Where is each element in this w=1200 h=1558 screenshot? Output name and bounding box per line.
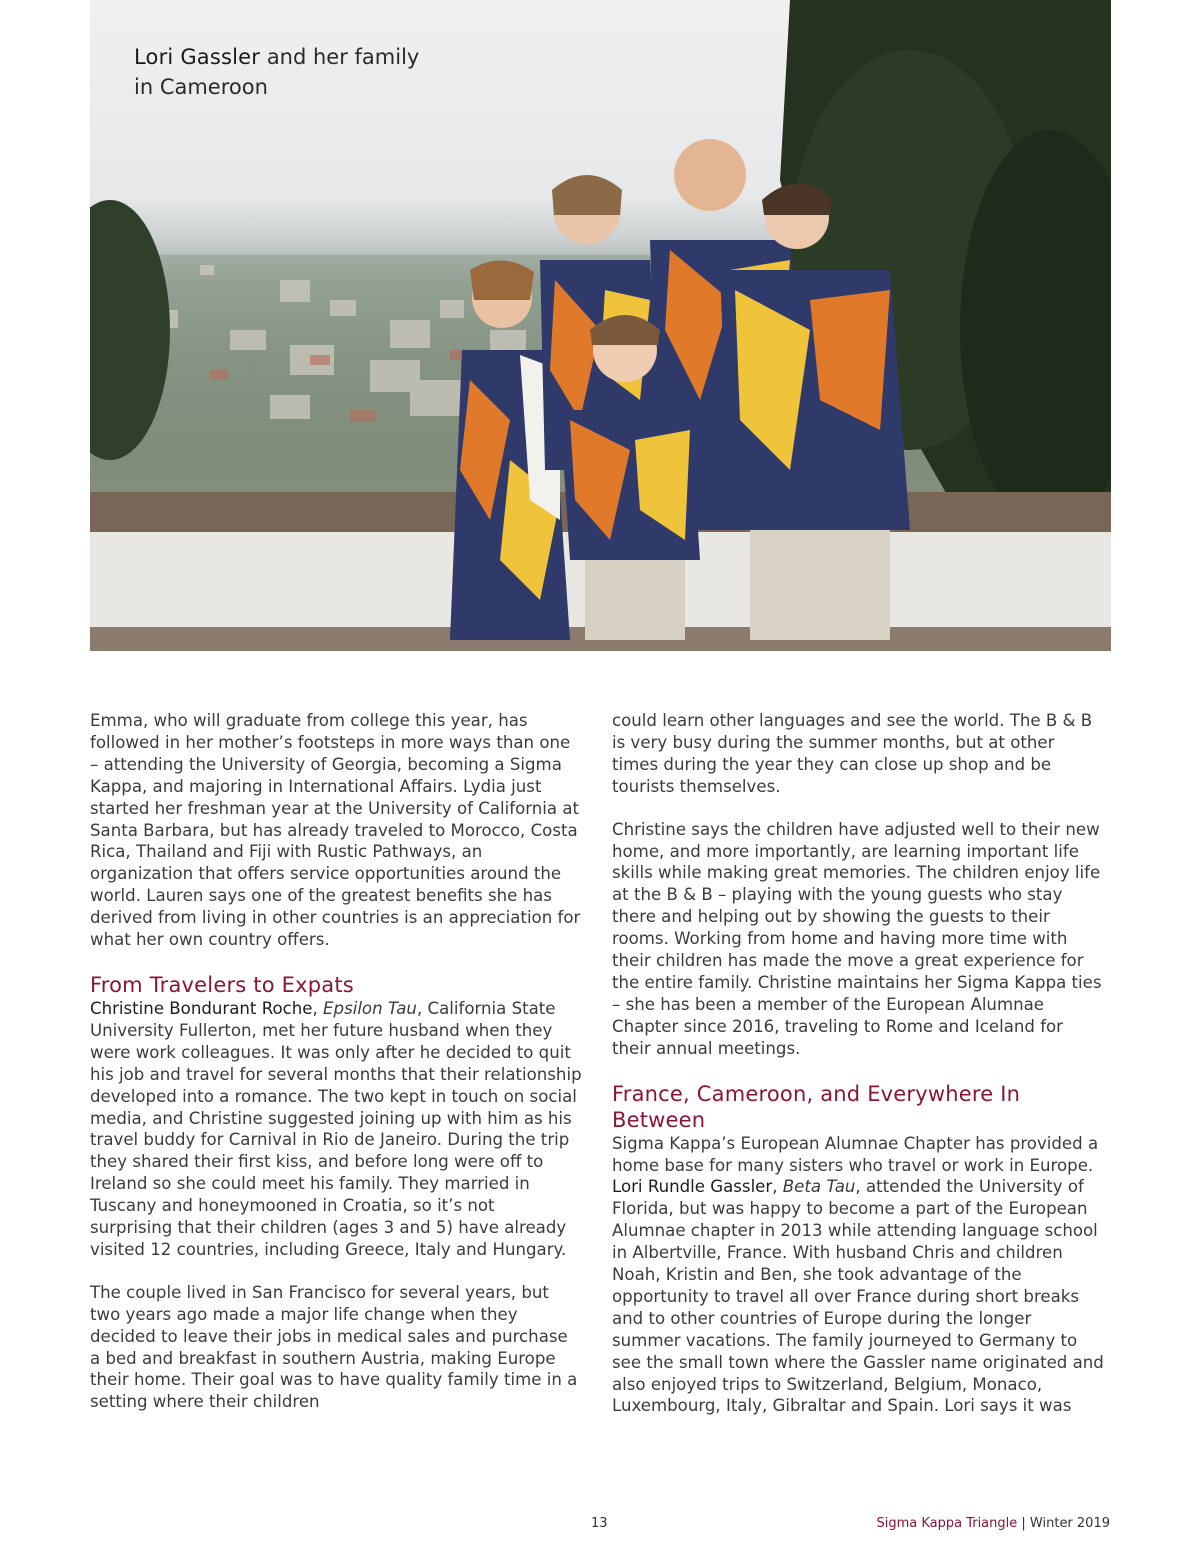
paragraph-emma: Emma, who will graduate from college this year, has followed in her mother’s footsteps in more ways than one – attending the University of Georgia, becoming a Sigma Kappa, and majoring in International Affairs. Lydia just started her freshman year at the University of California at Santa Barbara, but has already traveled to Morocco, Costa Rica, Thailand and Fiji with Rustic Pathways, an organization that offers service opportunities around the world. Lauren says one of the greatest benefits she has derived from living in other countries is an appreciation for what her own country offers. (90, 711, 581, 950)
paragraph-bb: could learn other languages and see the world. The B & B is very busy during the summer months, but at other times during the year they can close up shop and be tourists themselves. (612, 711, 1093, 796)
left-column (90, 710, 582, 1434)
lori-chapter: Beta Tau (782, 1177, 856, 1197)
issue-label: Winter 2019 (1029, 1516, 1110, 1531)
caption-line-2: in Cameroon (134, 75, 268, 99)
page-number: 13 (591, 1516, 608, 1531)
lori-text: , attended the University of Florida, but was happy to become a part of the European Alumnae chapter in 2013 while attending language school in Albertville, France. With husband Chris and children Noah, Kristin and Ben, she took advantage of the opportunity to travel all over France during short breaks and to other countries of Europe during the longer summer vacations. The family journeyed to Germany to see the small town where the Gassler name originated and also enjoyed trips to Switzerland, Belgium, Monaco, Luxembourg, Italy, Gibraltar and Spain. Lori says it was (612, 1177, 1104, 1416)
photo-caption (134, 42, 419, 102)
heading-travelers-to-expats: From Travelers to Expats (90, 972, 354, 997)
publication-name: Sigma Kappa Triangle (876, 1516, 1018, 1531)
right-column (612, 710, 1104, 1438)
heading-france-cameroon: France, Cameroon, and Everywhere In Between (612, 1081, 1021, 1132)
lori-name: Lori Rundle Gassler (612, 1177, 773, 1197)
lori-intro: Sigma Kappa’s European Alumnae Chapter has provided a home base for many sisters who travel or work in Europe. (612, 1133, 1099, 1175)
christine-chapter: Epsilon Tau (323, 998, 417, 1018)
paragraph-christine (90, 998, 582, 1261)
family-photo (90, 0, 1111, 651)
lori-sep: , (772, 1177, 783, 1197)
paragraph-children: Christine says the children have adjusted well to their new home, and more importantly, are learning important life skills while making great memories. The children enjoy life at the B & B – playing with the young guests who stay there and helping out by showing the guests to their rooms. Working from home and having more time with their children has made the move a great experience for the entire family. Christine maintains her Sigma Kappa ties – she has been a member of the European Alumnae Chapter since 2016, traveling to Rome and Iceland for their annual meetings. (612, 819, 1102, 1058)
footer-divider: | (1017, 1516, 1030, 1531)
christine-sep: , (312, 998, 324, 1018)
christine-name: Christine Bondurant Roche (90, 998, 313, 1018)
caption-name: Lori Gassler (134, 45, 261, 69)
caption-text: and her family (260, 45, 420, 69)
paragraph-lori (612, 1133, 1104, 1418)
footer-publication (876, 1516, 1110, 1531)
paragraph-couple: The couple lived in San Francisco for several years, but two years ago made a major life change when they decided to leave their jobs in medical sales and purchase a bed and breakfast in southern Austria, making Europe their home. Their goal was to have quality family time in a setting where their children (90, 1282, 578, 1412)
christine-text: , California State University Fullerton, met her future husband when they were work colleagues. It was only after he decided to quit his job and travel for several months that their relationship developed into a romance. The two kept in touch on social media, and Christine suggested joining up with him as his travel buddy for Carnival in Rio de Janeiro. During the trip they shared their first kiss, and before long were off to Ireland so she could meet his family. They married in Tuscany and honeymooned in Croatia, so it’s not surprising that their children (ages 3 and 5) have already visited 12 countries, including Greece, Italy and Hungary. (90, 998, 582, 1259)
